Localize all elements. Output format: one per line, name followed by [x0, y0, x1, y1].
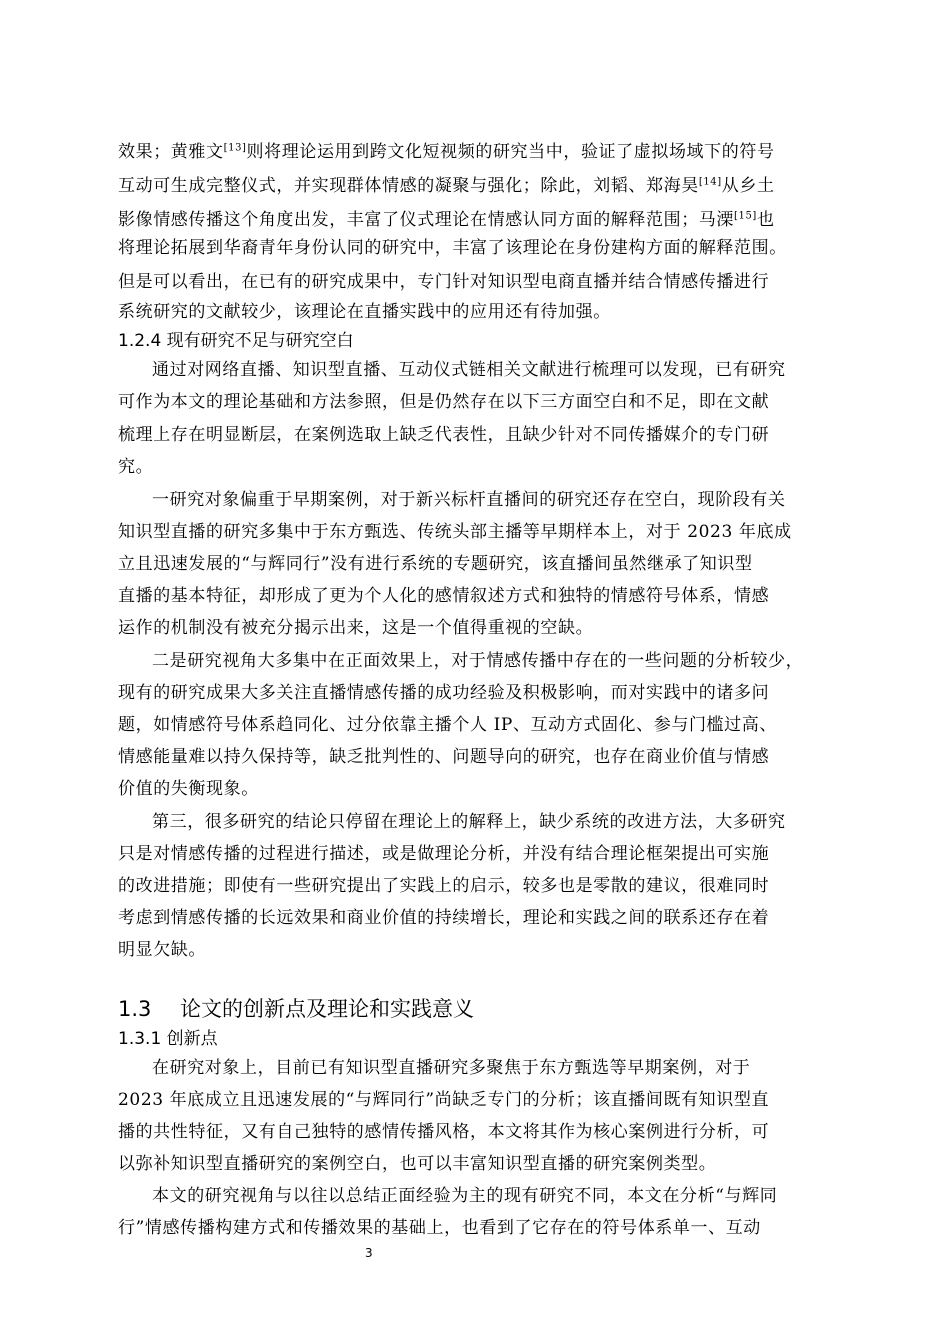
section-heading-1-3 — [118, 992, 474, 1026]
text-line: 互动可生成完整仪式，并实现群体情感的凝聚与强化；除此，刘韬、郑海昊[14]从乡土 — [118, 176, 775, 196]
text-line: 立且迅速发展的“与辉同行”没有进行系统的专题研究，该直播间虽然继承了知识型 — [118, 554, 753, 574]
text-line: 影像情感传播这个角度出发，丰富了仪式理论在情感认同方面的解释范围；马溧[15]也 — [118, 210, 775, 230]
text-line: 究。 — [118, 457, 154, 477]
text-line: 情感能量难以持久保持等，缺乏批判性的、问题导向的研究，也存在商业价值与情感 — [118, 747, 770, 767]
text-line: 题，如情感符号体系趋同化、过分依靠主播个人 IP、互动方式固化、参与门槛过高、 — [118, 715, 777, 735]
text-line: 本文的研究视角与以往以总结正面经验为主的现有研究不同，本文在分析“与辉同 — [152, 1186, 778, 1206]
text-line: 价值的失衡现象。 — [118, 779, 259, 799]
text-line: 可作为本文的理论基础和方法参照，但是仍然存在以下三方面空白和不足，即在文献 — [118, 392, 770, 412]
citation-ref: [14] — [698, 176, 722, 188]
text-line: 只是对情感传播的过程进行描述，或是做理论分析，并没有结合理论框架提出可实施 — [118, 844, 770, 864]
section-heading-1-2-4: 1.2.4 现有研究不足与研究空白 — [118, 331, 354, 351]
text-line: 但是可以看出，在已有的研究成果中，专门针对知识型电商直播并结合情感传播进行 — [118, 272, 770, 292]
text-line: 明显欠缺。 — [118, 940, 206, 960]
text-line: 考虑到情感传播的长远效果和商业价值的持续增长，理论和实践之间的联系还存在着 — [118, 908, 770, 928]
text-line: 直播的基本特征，却形成了更为个人化的感情叙述方式和独特的情感符号体系，情感 — [118, 586, 770, 606]
citation-ref: [15] — [734, 210, 757, 222]
page-number: 3 — [365, 1246, 373, 1260]
text-line: 现有的研究成果大多关注直播情感传播的成功经验及积极影响，而对实践中的诸多问 — [118, 683, 770, 703]
section-title: 论文的创新点及理论和实践意义 — [180, 997, 474, 1021]
text-line: 二是研究视角大多集中在正面效果上，对于情感传播中存在的一些问题的分析较少， — [152, 651, 804, 671]
text-line: 播的共性特征，又有自己独特的感情传播风格，本文将其作为核心案例进行分析，可 — [118, 1122, 770, 1142]
citation-ref: [13] — [223, 142, 247, 154]
text-line: 通过对网络直播、知识型直播、互动仪式链相关文献进行梳理可以发现，已有研究 — [152, 360, 786, 380]
text-line: 将理论拓展到华裔青年身份认同的研究中，丰富了该理论在身份建构方面的解释范围。 — [118, 238, 787, 258]
text-line: 的改进措施；即使有一些研究提出了实践上的启示，较多也是零散的建议，很难同时 — [118, 876, 770, 896]
text-line: 一研究对象偏重于早期案例，对于新兴标杆直播间的研究还存在空白，现阶段有关 — [152, 490, 786, 510]
text-line: 知识型直播的研究多集中于东方甄选、传统头部主播等早期样本上，对于 2023 年底成 — [118, 522, 792, 542]
text-line: 行”情感传播构建方式和传播效果的基础上，也看到了它存在的符号体系单一、互动 — [118, 1218, 761, 1238]
section-number: 1.3 — [118, 997, 152, 1021]
text-line: 以弥补知识型直播研究的案例空白，也可以丰富知识型直播的研究案例类型。 — [118, 1154, 717, 1174]
text-line: 在研究对象上，目前已有知识型直播研究多聚焦于东方甄选等早期案例，对于 — [152, 1058, 751, 1078]
text-line: 梳理上存在明显断层，在案例选取上缺乏代表性，且缺少针对不同传播媒介的专门研 — [118, 425, 770, 445]
text-line: 系统研究的文献较少，该理论在直播实践中的应用还有待加强。 — [118, 302, 611, 322]
text-line: 运作的机制没有被充分揭示出来，这是一个值得重视的空缺。 — [118, 618, 594, 638]
section-heading-1-3-1: 1.3.1 创新点 — [118, 1029, 218, 1049]
text-line: 第三，很多研究的结论只停留在理论上的解释上，缺少系统的改进方法，大多研究 — [152, 812, 786, 832]
text-line: 效果；黄雅文[13]则将理论运用到跨文化短视频的研究当中，验证了虚拟场域下的符号 — [118, 142, 775, 162]
text-line: 2023 年底成立且迅速发展的“与辉同行”尚缺乏专门的分析；该直播间既有知识型直 — [118, 1090, 770, 1110]
